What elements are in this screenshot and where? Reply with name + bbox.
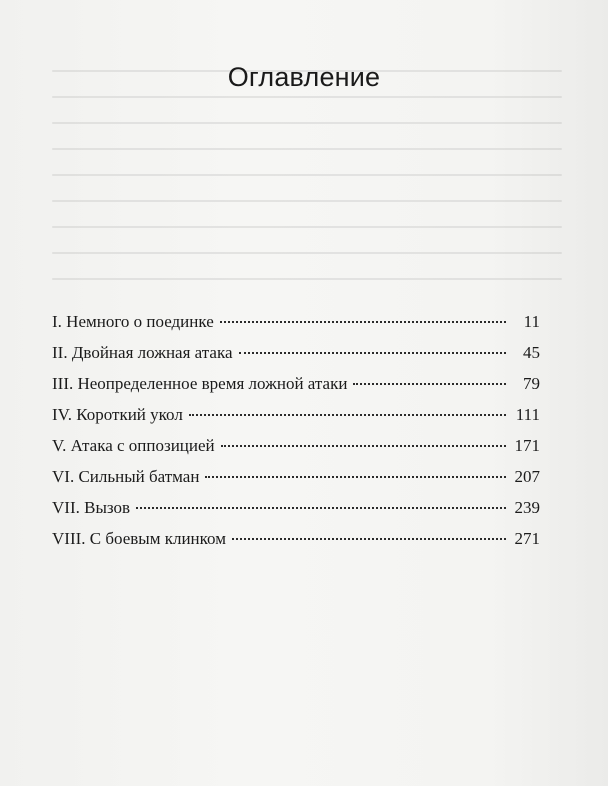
- toc-entry-3: [52, 368, 540, 399]
- dot-leader: [189, 414, 506, 416]
- toc-entry-4: [52, 399, 540, 430]
- toc-entry-page: 11: [523, 312, 540, 331]
- toc-entry-page: 271: [514, 529, 540, 548]
- page-title: Оглавление: [227, 62, 381, 92]
- dot-leader: [220, 321, 506, 323]
- toc-entry-8: [52, 523, 540, 554]
- dot-leader: [221, 445, 506, 447]
- toc-entry-page: 207: [514, 467, 540, 486]
- toc-entry-label: III. Неопределенное время ложной атаки: [52, 374, 348, 393]
- dot-leader: [239, 352, 507, 354]
- toc-entry-page: 111: [515, 405, 540, 424]
- toc-entry-label: IV. Короткий укол: [52, 405, 183, 424]
- dot-leader: [353, 383, 506, 385]
- toc-entry-page: 239: [514, 498, 540, 517]
- toc-entry-7: [52, 492, 540, 523]
- table-of-contents: [52, 306, 540, 554]
- toc-entry-6: [52, 461, 540, 492]
- toc-entry-label: VI. Сильный батман: [52, 467, 200, 486]
- dot-leader: [136, 507, 506, 509]
- toc-entry-page: 171: [514, 436, 540, 455]
- toc-entry-label: V. Атака с оппозицией: [52, 436, 215, 455]
- toc-entry-label: VIII. С боевым клинком: [52, 529, 226, 548]
- toc-entry-5: [52, 430, 540, 461]
- toc-entry-2: [52, 337, 540, 368]
- dot-leader: [232, 538, 506, 540]
- toc-entry-page: 79: [523, 374, 540, 393]
- toc-entry-label: VII. Вызов: [52, 498, 131, 517]
- toc-entry-1: [52, 306, 540, 337]
- toc-entry-page: 45: [523, 343, 540, 362]
- toc-entry-label: II. Двойная ложная атака: [52, 343, 233, 362]
- dot-leader: [205, 476, 506, 478]
- toc-entry-label: I. Немного о поединке: [52, 312, 214, 331]
- bleed-through-texture: [52, 70, 562, 320]
